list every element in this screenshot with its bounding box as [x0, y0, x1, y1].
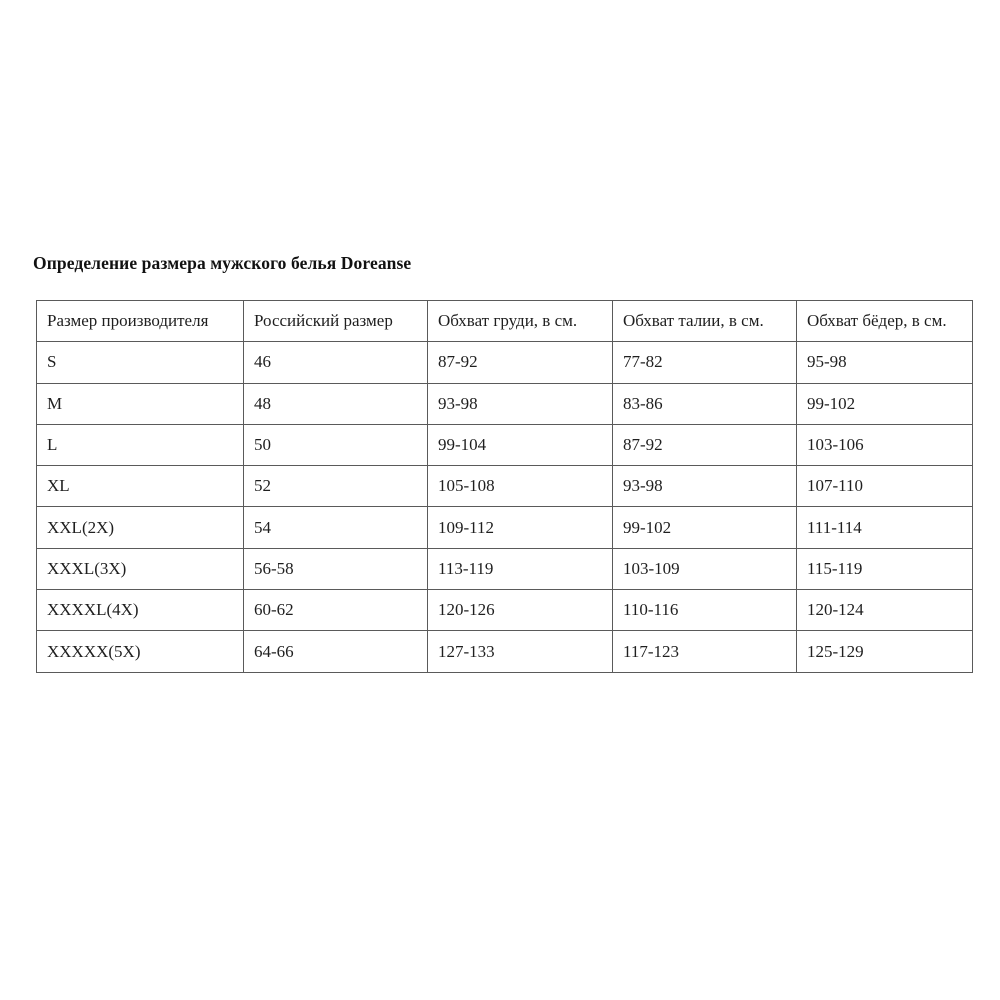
- cell-waist: 87-92: [613, 424, 797, 465]
- cell-manufacturer-size: XXL(2X): [37, 507, 244, 548]
- table-row: [37, 631, 973, 672]
- cell-chest: 87-92: [428, 342, 613, 383]
- cell-manufacturer-size: XXXL(3X): [37, 548, 244, 589]
- cell-manufacturer-size: XXXXX(5X): [37, 631, 244, 672]
- cell-manufacturer-size: L: [37, 424, 244, 465]
- cell-hips: 103-106: [797, 424, 973, 465]
- cell-hips: 107-110: [797, 466, 973, 507]
- size-chart-table: [36, 300, 973, 673]
- cell-manufacturer-size: XXXXL(4X): [37, 590, 244, 631]
- table-header-row: [37, 301, 973, 342]
- column-header-waist: Обхват талии, в см.: [613, 301, 797, 342]
- cell-waist: 93-98: [613, 466, 797, 507]
- column-header-russian-size: Российский размер: [244, 301, 428, 342]
- column-header-chest: Обхват груди, в см.: [428, 301, 613, 342]
- cell-waist: 77-82: [613, 342, 797, 383]
- cell-hips: 115-119: [797, 548, 973, 589]
- cell-waist: 110-116: [613, 590, 797, 631]
- cell-chest: 120-126: [428, 590, 613, 631]
- cell-chest: 109-112: [428, 507, 613, 548]
- cell-chest: 99-104: [428, 424, 613, 465]
- cell-russian-size: 56-58: [244, 548, 428, 589]
- cell-russian-size: 50: [244, 424, 428, 465]
- cell-waist: 103-109: [613, 548, 797, 589]
- cell-russian-size: 54: [244, 507, 428, 548]
- cell-russian-size: 52: [244, 466, 428, 507]
- cell-hips: 120-124: [797, 590, 973, 631]
- cell-hips: 111-114: [797, 507, 973, 548]
- table-row: [37, 342, 973, 383]
- cell-russian-size: 48: [244, 383, 428, 424]
- table-row: [37, 466, 973, 507]
- cell-chest: 105-108: [428, 466, 613, 507]
- cell-russian-size: 46: [244, 342, 428, 383]
- column-header-hips: Обхват бёдер, в см.: [797, 301, 973, 342]
- table-row: [37, 548, 973, 589]
- table-row: [37, 383, 973, 424]
- cell-russian-size: 60-62: [244, 590, 428, 631]
- table-row: [37, 590, 973, 631]
- column-header-manufacturer-size: Размер производителя: [37, 301, 244, 342]
- cell-waist: 117-123: [613, 631, 797, 672]
- cell-hips: 125-129: [797, 631, 973, 672]
- cell-hips: 95-98: [797, 342, 973, 383]
- cell-manufacturer-size: XL: [37, 466, 244, 507]
- cell-manufacturer-size: M: [37, 383, 244, 424]
- cell-chest: 127-133: [428, 631, 613, 672]
- cell-russian-size: 64-66: [244, 631, 428, 672]
- table-row: [37, 507, 973, 548]
- page-title: Определение размера мужского белья Doreanse: [33, 253, 412, 273]
- cell-hips: 99-102: [797, 383, 973, 424]
- cell-waist: 99-102: [613, 507, 797, 548]
- cell-manufacturer-size: S: [37, 342, 244, 383]
- cell-chest: 93-98: [428, 383, 613, 424]
- cell-chest: 113-119: [428, 548, 613, 589]
- cell-waist: 83-86: [613, 383, 797, 424]
- table-row: [37, 424, 973, 465]
